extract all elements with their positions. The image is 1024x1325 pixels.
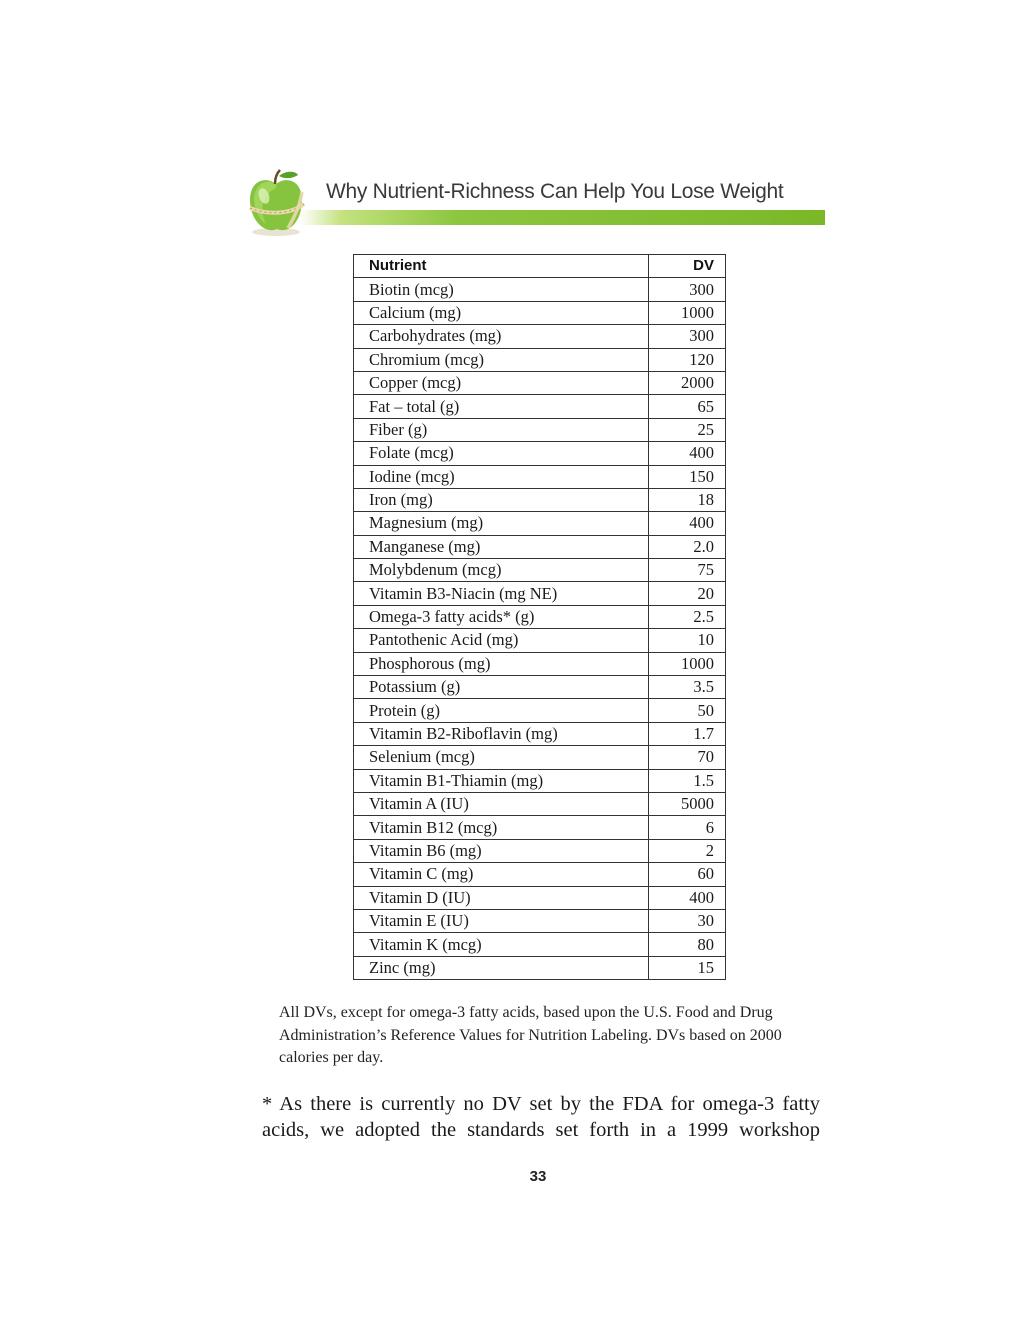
dv-value-cell: 50 bbox=[649, 699, 726, 722]
table-row bbox=[354, 442, 726, 465]
table-row bbox=[354, 792, 726, 815]
nutrient-name-cell: Vitamin E (IU) bbox=[354, 909, 649, 932]
dv-value-cell: 2000 bbox=[649, 371, 726, 394]
dv-value-cell: 1.7 bbox=[649, 722, 726, 745]
table-row bbox=[354, 676, 726, 699]
dv-value-cell: 1.5 bbox=[649, 769, 726, 792]
table-row bbox=[354, 512, 726, 535]
green-apple-icon bbox=[244, 168, 308, 238]
table-row bbox=[354, 301, 726, 324]
nutrient-name-cell: Protein (g) bbox=[354, 699, 649, 722]
nutrient-name-cell: Manganese (mg) bbox=[354, 535, 649, 558]
nutrient-name-cell: Vitamin D (IU) bbox=[354, 886, 649, 909]
nutrient-name-cell: Carbohydrates (mg) bbox=[354, 325, 649, 348]
dv-value-cell: 20 bbox=[649, 582, 726, 605]
dv-value-cell: 25 bbox=[649, 418, 726, 441]
dv-value-cell: 300 bbox=[649, 325, 726, 348]
nutrient-name-cell: Vitamin K (mcg) bbox=[354, 933, 649, 956]
dv-value-cell: 70 bbox=[649, 746, 726, 769]
table-row bbox=[354, 956, 726, 979]
dv-value-cell: 2.0 bbox=[649, 535, 726, 558]
dv-value-cell: 120 bbox=[649, 348, 726, 371]
nutrient-name-cell: Zinc (mg) bbox=[354, 956, 649, 979]
table-row bbox=[354, 769, 726, 792]
dv-value-cell: 400 bbox=[649, 512, 726, 535]
nutrient-name-cell: Pantothenic Acid (mg) bbox=[354, 629, 649, 652]
table-row bbox=[354, 488, 726, 511]
table-row bbox=[354, 325, 726, 348]
nutrient-name-cell: Copper (mcg) bbox=[354, 371, 649, 394]
nutrient-name-cell: Omega-3 fatty acids* (g) bbox=[354, 605, 649, 628]
chapter-title: Why Nutrient-Richness Can Help You Lose Weight bbox=[326, 180, 784, 203]
dv-value-cell: 2 bbox=[649, 839, 726, 862]
nutrient-name-cell: Folate (mcg) bbox=[354, 442, 649, 465]
table-row bbox=[354, 863, 726, 886]
dv-source-note: All DVs, except for omega-3 fatty acids, based upon the U.S. Food and Drug Administration’s Reference Values for Nutrition Labeling. DVs based on 2000 calories per day. bbox=[279, 1004, 782, 1066]
dv-value-cell: 3.5 bbox=[649, 676, 726, 699]
nutrient-name-cell: Phosphorous (mg) bbox=[354, 652, 649, 675]
table-row bbox=[354, 722, 726, 745]
table-row bbox=[354, 605, 726, 628]
nutrient-name-cell: Fiber (g) bbox=[354, 418, 649, 441]
dv-value-cell: 400 bbox=[649, 886, 726, 909]
dv-value-cell: 30 bbox=[649, 909, 726, 932]
nutrient-name-cell: Molybdenum (mcg) bbox=[354, 559, 649, 582]
nutrient-name-cell: Vitamin B1-Thiamin (mg) bbox=[354, 769, 649, 792]
dv-value-cell: 60 bbox=[649, 863, 726, 886]
nutrient-name-cell: Vitamin B3-Niacin (mg NE) bbox=[354, 582, 649, 605]
nutrient-name-cell: Calcium (mg) bbox=[354, 301, 649, 324]
chapter-header bbox=[240, 168, 825, 240]
nutrient-name-cell: Magnesium (mg) bbox=[354, 512, 649, 535]
dv-value-cell: 2.5 bbox=[649, 605, 726, 628]
dv-value-cell: 6 bbox=[649, 816, 726, 839]
table-row bbox=[354, 582, 726, 605]
table-row bbox=[354, 746, 726, 769]
table-row bbox=[354, 465, 726, 488]
nutrient-name-cell: Vitamin C (mg) bbox=[354, 863, 649, 886]
dv-value-cell: 15 bbox=[649, 956, 726, 979]
table-row bbox=[354, 933, 726, 956]
table-row bbox=[354, 559, 726, 582]
table-row bbox=[354, 909, 726, 932]
nutrient-name-cell: Vitamin A (IU) bbox=[354, 792, 649, 815]
nutrient-name-cell: Potassium (g) bbox=[354, 676, 649, 699]
table-body bbox=[354, 278, 726, 980]
nutrient-name-cell: Iron (mg) bbox=[354, 488, 649, 511]
nutrient-name-cell: Iodine (mcg) bbox=[354, 465, 649, 488]
table-header-row bbox=[354, 255, 726, 278]
table-row bbox=[354, 418, 726, 441]
column-header-nutrient: Nutrient bbox=[354, 255, 649, 278]
header-accent-bar bbox=[300, 210, 825, 225]
dv-value-cell: 5000 bbox=[649, 792, 726, 815]
nutrient-name-cell: Fat – total (g) bbox=[354, 395, 649, 418]
nutrient-name-cell: Vitamin B6 (mg) bbox=[354, 839, 649, 862]
nutrient-name-cell: Vitamin B2-Riboflavin (mg) bbox=[354, 722, 649, 745]
table-row bbox=[354, 886, 726, 909]
nutrient-name-cell: Selenium (mcg) bbox=[354, 746, 649, 769]
table-row bbox=[354, 699, 726, 722]
table-row bbox=[354, 395, 726, 418]
table-row bbox=[354, 278, 726, 301]
dv-value-cell: 65 bbox=[649, 395, 726, 418]
dv-value-cell: 10 bbox=[649, 629, 726, 652]
table-row bbox=[354, 629, 726, 652]
dv-value-cell: 1000 bbox=[649, 301, 726, 324]
dv-value-cell: 75 bbox=[649, 559, 726, 582]
table-row bbox=[354, 652, 726, 675]
table-row bbox=[354, 816, 726, 839]
dv-value-cell: 18 bbox=[649, 488, 726, 511]
dv-value-cell: 80 bbox=[649, 933, 726, 956]
nutrient-dv-table bbox=[353, 254, 726, 980]
dv-value-cell: 300 bbox=[649, 278, 726, 301]
dv-value-cell: 150 bbox=[649, 465, 726, 488]
table-row bbox=[354, 535, 726, 558]
nutrient-name-cell: Vitamin B12 (mcg) bbox=[354, 816, 649, 839]
column-header-dv: DV bbox=[649, 255, 726, 278]
table-row bbox=[354, 348, 726, 371]
nutrient-name-cell: Biotin (mcg) bbox=[354, 278, 649, 301]
dv-value-cell: 400 bbox=[649, 442, 726, 465]
table-row bbox=[354, 839, 726, 862]
dv-value-cell: 1000 bbox=[649, 652, 726, 675]
page-number: 33 bbox=[529, 1168, 547, 1185]
table-row bbox=[354, 371, 726, 394]
omega3-footnote: * As there is currently no DV set by the FDA for omega-3 fatty acids, we adopted the standards set forth in a 1999 workshop bbox=[262, 1093, 820, 1141]
nutrient-name-cell: Chromium (mcg) bbox=[354, 348, 649, 371]
